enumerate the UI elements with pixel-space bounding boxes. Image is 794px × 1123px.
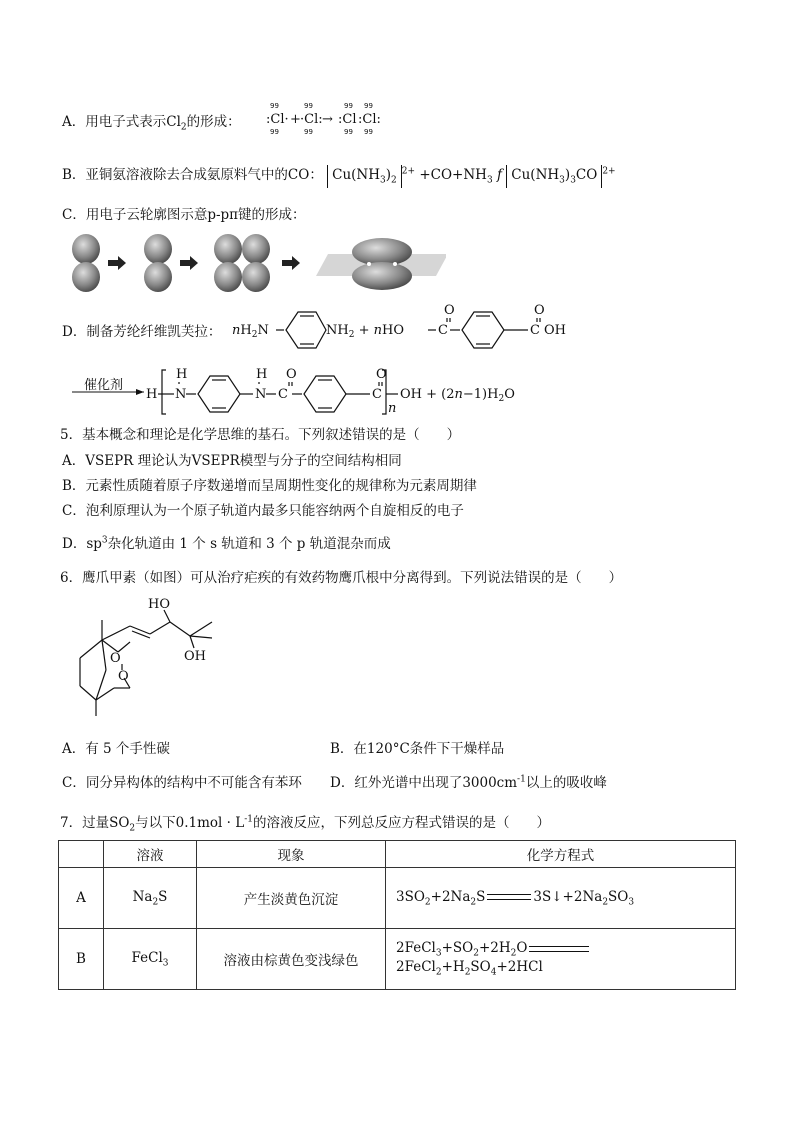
ho-label: HO xyxy=(148,597,170,612)
q4-option-a: A．用电子式表示$Cl_2$的形成： xyxy=(62,114,241,133)
svg-text:O: O xyxy=(444,303,455,318)
row-equation: $3SO_2+2Na_2S$ $3S↓+2Na_2SO_3$ xyxy=(386,868,736,929)
svg-text:99: 99 xyxy=(270,128,279,136)
q6-stem: 6．鹰爪甲素（如图）可从治疗疟疾的有效药物鹰爪根中分离得到。下列说法错误的是（ ） xyxy=(60,570,623,586)
svg-text:H: H xyxy=(256,367,268,382)
svg-text:99: 99 xyxy=(364,128,373,136)
kevlar-polymer-structure xyxy=(70,362,530,422)
reaction-table xyxy=(58,840,736,990)
cl2-electron-dot-formula xyxy=(258,100,393,136)
svg-text:N: N xyxy=(255,387,267,402)
svg-text::Cl·: :Cl· xyxy=(266,112,289,127)
svg-text:99: 99 xyxy=(364,102,373,110)
svg-text:H: H xyxy=(176,367,188,382)
svg-text:→: → xyxy=(322,112,333,127)
arteflene-structure xyxy=(66,590,236,730)
svg-text:+: + xyxy=(290,112,301,127)
svg-text:C: C xyxy=(438,323,448,338)
row-phenomenon: 产生淡黄色沉淀 xyxy=(197,868,386,929)
header-phenomenon: 现象 xyxy=(197,841,386,868)
row-solution: $Na_2S$ xyxy=(104,868,197,929)
svg-text:nH2N: $nH_2N$ xyxy=(232,323,269,340)
header-solution: 溶液 xyxy=(104,841,197,868)
p-p-pi-bond-orbital-figure xyxy=(66,232,446,294)
q6-option-b: B．在120°C条件下干燥样品 xyxy=(330,741,505,757)
q7-stem: 7．过量$SO_2$与以下$0.1mol \cdot L^{-1}$的溶液反应，下列总反应方程式错误的是（ ） xyxy=(60,814,550,834)
oh-label: OH xyxy=(184,649,206,664)
q5-option-c: C．泡利原理认为一个原子轨道内最多只能容纳两个自旋相反的电子 xyxy=(62,503,464,519)
q5-stem: 5．基本概念和理论是化学思维的基石。下列叙述错误的是（ ） xyxy=(60,427,461,443)
svg-text:NH2 + nHO: $NH_2$ + nHO xyxy=(326,323,404,340)
svg-text:OH + (2n−1)H2O: OH + $(2n-1)H_2O$ xyxy=(400,387,515,404)
q4-option-d: D．制备芳纶纤维凯芙拉： xyxy=(62,324,222,340)
svg-text:99: 99 xyxy=(304,102,313,110)
o2-label: O xyxy=(118,669,129,684)
svg-text:99: 99 xyxy=(344,102,353,110)
q6-option-a: A．有 5 个手性碳 xyxy=(62,741,170,757)
q6-option-c: C．同分异构体的结构中不可能含有苯环 xyxy=(62,775,302,791)
row-option: A xyxy=(59,868,104,929)
svg-text:99: 99 xyxy=(270,102,279,110)
q5-option-b: B．元素性质随着原子序数递增而呈周期性变化的规律称为元素周期律 xyxy=(62,478,477,494)
table-row xyxy=(59,868,736,929)
row-option: B xyxy=(59,929,104,990)
svg-text:O: O xyxy=(376,367,387,382)
header-blank xyxy=(59,841,104,868)
svg-text:99: 99 xyxy=(304,128,313,136)
svg-text::Cl:: :Cl: xyxy=(358,112,381,127)
svg-text:O: O xyxy=(534,303,545,318)
svg-text:C: C xyxy=(530,323,540,338)
row-phenomenon: 溶液由棕黄色变浅绿色 xyxy=(197,929,386,990)
q5-option-a: A．VSEPR 理论认为VSEPR模型与分子的空间结构相同 xyxy=(62,453,402,469)
svg-text:N: N xyxy=(175,387,187,402)
kevlar-monomers-structure xyxy=(228,298,588,358)
o1-label: O xyxy=(110,651,121,666)
svg-text:H: H xyxy=(146,387,158,402)
catalyst-label: 催化剂 xyxy=(84,378,124,393)
svg-text:C: C xyxy=(372,387,382,402)
svg-text:n: n xyxy=(388,401,397,416)
svg-text::Cl: :Cl xyxy=(338,112,357,127)
svg-text:OH: OH xyxy=(544,323,566,338)
svg-text:·Cl:: ·Cl: xyxy=(300,112,323,127)
q6-option-d: D．红外光谱中出现了$3000cm^{-1}$以上的吸收峰 xyxy=(330,774,607,791)
header-equation: 化学方程式 xyxy=(386,841,736,868)
table-row xyxy=(59,929,736,990)
svg-text:99: 99 xyxy=(344,128,353,136)
row-equation: $2FeCl_3+SO_2+2H_2O2FeCl_2+H_2SO_4+2HCl$ xyxy=(386,929,736,990)
q4-option-c: C．用电子云轮廓图示意p-pπ键的形成： xyxy=(62,207,306,223)
q4-option-b: B．亚铜氨溶液除去合成氨原料气中的CO： $Cu(NH_3)_2^{2+} +CO+NH_3$ f $Cu(NH_3)_3CO$ $^{2+}$ xyxy=(62,166,616,186)
svg-text:O: O xyxy=(286,367,297,382)
row-solution: FeCl$_3$ xyxy=(104,929,197,990)
svg-text:C: C xyxy=(278,387,288,402)
q5-option-d: D．$sp^3$杂化轨道由 1 个 s 轨道和 3 个 p 轨道混杂而成 xyxy=(62,535,391,552)
table-header-row xyxy=(59,841,736,868)
